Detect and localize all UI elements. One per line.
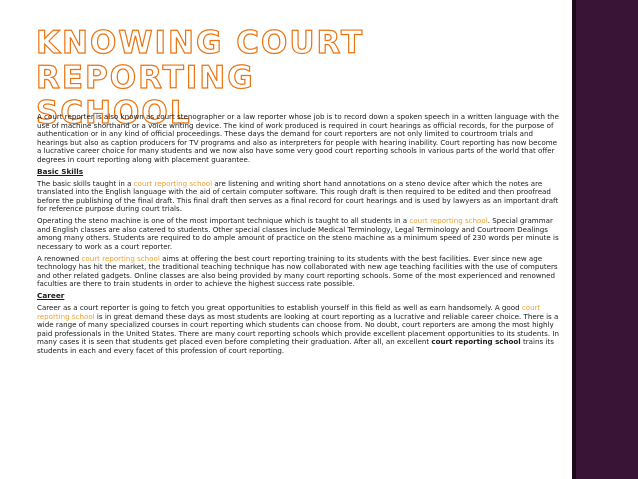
basic-skills-paragraph-3 (37, 255, 563, 289)
basic-skills-heading: Basic Skills (37, 166, 84, 176)
text-segment: trains its students in each and every facet of this profession of court reporting. (37, 337, 554, 355)
text-segment: Career as a court reporter is going to fetch you great opportunities to establish yourself in this field as well as earn handsomely. A good (37, 303, 522, 312)
sidebar-accent-stripe (572, 0, 576, 479)
court-reporting-school-link[interactable]: court reporting school (81, 253, 160, 263)
court-reporting-school-link[interactable]: court reporting school (409, 216, 488, 226)
right-sidebar-band (572, 0, 638, 479)
basic-skills-paragraph-2 (37, 217, 563, 251)
title-line-2: SCHOOL (36, 95, 192, 131)
basic-skills-paragraph-1 (37, 180, 563, 214)
text-segment: . Special grammar and English classes are also catered to students. Other special classes include Medical Terminology, Legal Terminology and Courtroom Dealings among many others. Students are required to do ample amount of practice on the steno machine as a minimum speed of 230 words per minute is necessary to work as a court reporter. (37, 216, 559, 251)
career-heading: Career (37, 291, 65, 301)
text-segment: are listening and writing short hand annotations on a steno device after which the notes are translated into the English language with the aid of certain computer software. This rough draft is then required to be edited and then proofread before the publishing of the final draft. This final draft then serves as a final record for court hearings and is used by lawyers as an important draft for reference purpose during court trials. (37, 178, 559, 214)
career-paragraph (37, 304, 563, 356)
court-reporting-school-link[interactable]: court reporting school (37, 303, 541, 321)
bold-court-reporting-school: court reporting school (431, 337, 521, 347)
body-content (37, 113, 563, 359)
text-segment: The basic skills taught in a (37, 178, 134, 188)
text-segment: Operating the steno machine is one of the most important technique which is taught to all students in a (37, 216, 410, 226)
text-segment: is in great demand these days as most students are looking at court reporting as a lucrative and reliable career choice. There is a wide range of many specialized courses in court reporting which students can choose from. No doubt, court reporters are among the most highly paid professionals in the United States. There are many court reporting schools which provide excellent placement opportunities to its students. In many cases it is seen that students get placed even before completing their graduation. After all, an excellent (37, 311, 559, 347)
title-line-1: KNOWING COURT REPORTING (36, 25, 365, 96)
court-reporting-school-link[interactable]: court reporting school (133, 178, 213, 188)
text-segment: A renowned (37, 253, 82, 263)
text-segment: aims at offering the best court reporting training to its students with the best facilities. Ever since new age technology has hit the market, the traditional teaching technique has now collaborated with new age teaching facilities with the use of computers and other related gadgets. Online classes are also being provided by many court reporting schools. Some of the most experienced and renowned faculties are there to train students in order to achieve the highest success rate possible. (37, 253, 558, 289)
intro-paragraph: A court reporter is also known as court stenographer or a law reporter whose job is to record down a spoken speech in a written language with the use of machine shorthand or a voice writing device. The kind of work produced is required in court hearings as official records, for the purpose of authentication or in any kind of official proceedings. These days the demand for court reporters are not only limited to courtroom trials and hearings but also as caption producers for TV programs and also as interpreters for people with hearing inability. Court reporting has now become a lucrative career choice for many students and we now also have some very good court reporting schools in various parts of the world that offer degrees in court reporting along with placement guarantee. (37, 112, 559, 164)
